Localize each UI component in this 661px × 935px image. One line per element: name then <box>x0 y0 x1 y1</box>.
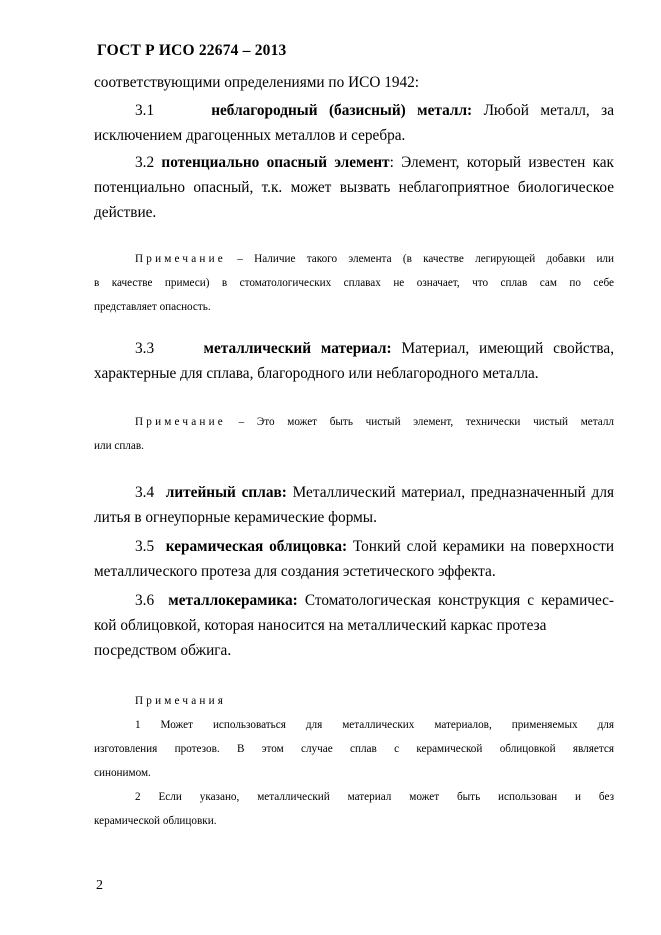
notes-plural-label: Примечания <box>135 695 227 707</box>
notes-item-1: 1 Может использоваться для металлических материалов, применяемых для изготовления протезов. В этом случае сплав с керамической облицовкой является синонимом. <box>94 719 614 779</box>
term-name: неблагородный (базисный) металл: <box>211 102 473 119</box>
note-2: Примечание – Это может быть чистый элемент, технически чистый металл или сплав. <box>94 416 614 452</box>
term-3-4: 3.4 литейный сплав: Металлический материал, предназначенный для литья в огнеупорные керамические формы. <box>94 484 614 526</box>
document-header: ГОСТ Р ИСО 22674 – 2013 <box>97 42 287 59</box>
notes-item-2: 2 Если указано, металлический материал может быть использован и без керамической облицовки. <box>94 791 614 827</box>
term-number: 3.6 <box>135 592 155 609</box>
note-label: Примечание <box>135 253 226 265</box>
term-number: 3.3 <box>135 340 155 357</box>
term-number: 3.4 <box>135 484 155 501</box>
term-number: 3.5 <box>135 538 155 555</box>
term-name: потенциально опасный элемент <box>161 154 390 171</box>
term-3-5: 3.5 керамическая облицовка: Тонкий слой керамики на поверхности металлического протеза для создания эстетического эффекта. <box>94 538 615 580</box>
term-name: металлический материал: <box>203 340 392 357</box>
term-name: керамическая облицовка: <box>165 538 348 555</box>
term-name: литейный сплав: <box>165 484 287 501</box>
page-number: 2 <box>96 878 103 893</box>
term-3-1 <box>94 98 614 148</box>
term-name: металлокерамика: <box>168 592 298 609</box>
term-3-6: 3.6 металлокерамика: Стоматологическая конструкция с керамичес- кой облицовкой, которая наносится на металлический каркас протеза посредством обжига. <box>94 592 615 659</box>
intro-line: соответствующими определениями по ИСО 1942: <box>94 74 420 91</box>
note-label: Примечание <box>135 416 226 428</box>
term-definition-end: исключением драгоценных металлов и серебра. <box>94 127 406 144</box>
term-number: 3.2 <box>135 154 155 171</box>
notes-heading <box>94 689 614 713</box>
term-3-2: 3.2 потенциально опасный элемент: Элемент, который известен как потенциально опасный, т.к. может вызвать неблагоприятное биологическое действие. <box>94 154 614 221</box>
term-number: 3.1 <box>135 102 155 119</box>
term-definition-start: Любой металл, за <box>483 102 615 119</box>
note-1: Примечание – Наличие такого элемента (в качестве легирующей добавки или в качестве примеси) в стоматологических сплавах не означает, что сплав сам по себе представляет опасность. <box>94 253 615 313</box>
term-3-3: 3.3 металлический материал: Материал, имеющий свойства, характерные для сплава, благородного или неблагородного металла. <box>94 340 615 382</box>
